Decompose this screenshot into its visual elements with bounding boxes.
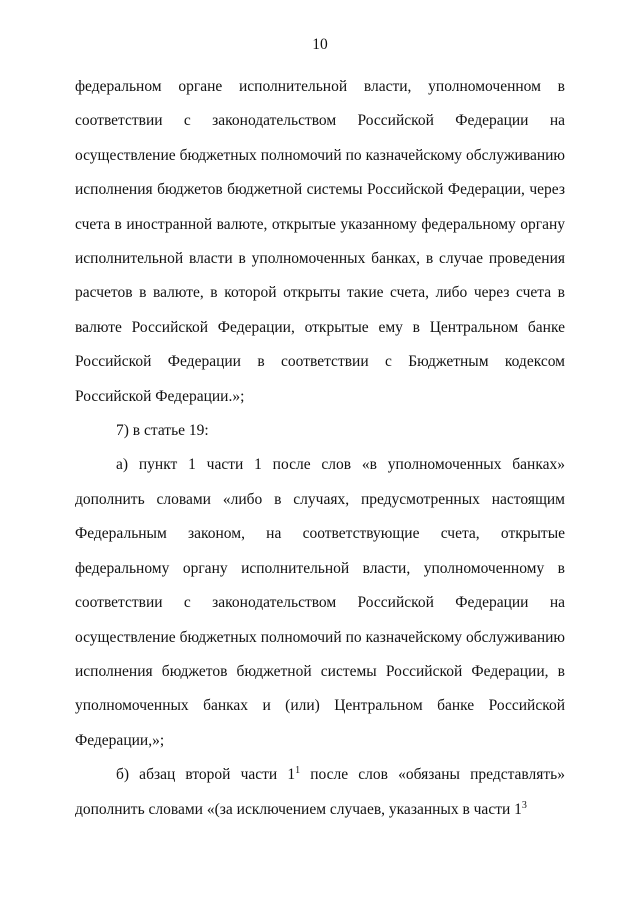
item-b-text-2: после слов «обязаны представлять» дополнить словами «(за исключением случаев, указанных в части 1 (75, 766, 565, 818)
paragraph-article-19: 7) в статье 19: (116, 422, 209, 440)
document-body (75, 70, 565, 827)
superscript-3: 3 (521, 799, 527, 811)
paragraph-item-b (75, 758, 565, 827)
page-number: 10 (312, 36, 328, 53)
paragraph-item-a: а) пункт 1 части 1 после слов «в уполномоченных банках» дополнить словами «либо в случаях, предусмотренных настоящим Федеральным законом, на соответствующие счета, открытые федеральному органу исполнительной власти, уполномоченному в соответствии с законодательством Российской Федерации на осуществление бюджетных полномочий по казначейскому обслуживанию исполнения бюджетов бюджетной системы Российской Федерации, в уполномоченных банках и (или) Центральном банке Российской Федерации,»; (75, 456, 565, 749)
superscript-1: 1 (295, 765, 301, 777)
paragraph-continuation: федеральном органе исполнительной власти, уполномоченном в соответствии с законодательством Российской Федерации на осуществление бюджетных полномочий по казначейскому обслуживанию исполнения бюджетов бюджетной системы Российской Федерации, через счета в иностранной валюте, открытые указанному федеральному органу исполнительной власти в уполномоченных банках, в случае проведения расчетов в валюте, в которой открыты такие счета, либо через счета в валюте Российской Федерации, открытые ему в Центральном банке Российской Федерации в соответствии с Бюджетным кодексом Российской Федерации.»; (75, 78, 565, 405)
item-b-text-1: б) абзац второй части 1 (116, 766, 296, 784)
